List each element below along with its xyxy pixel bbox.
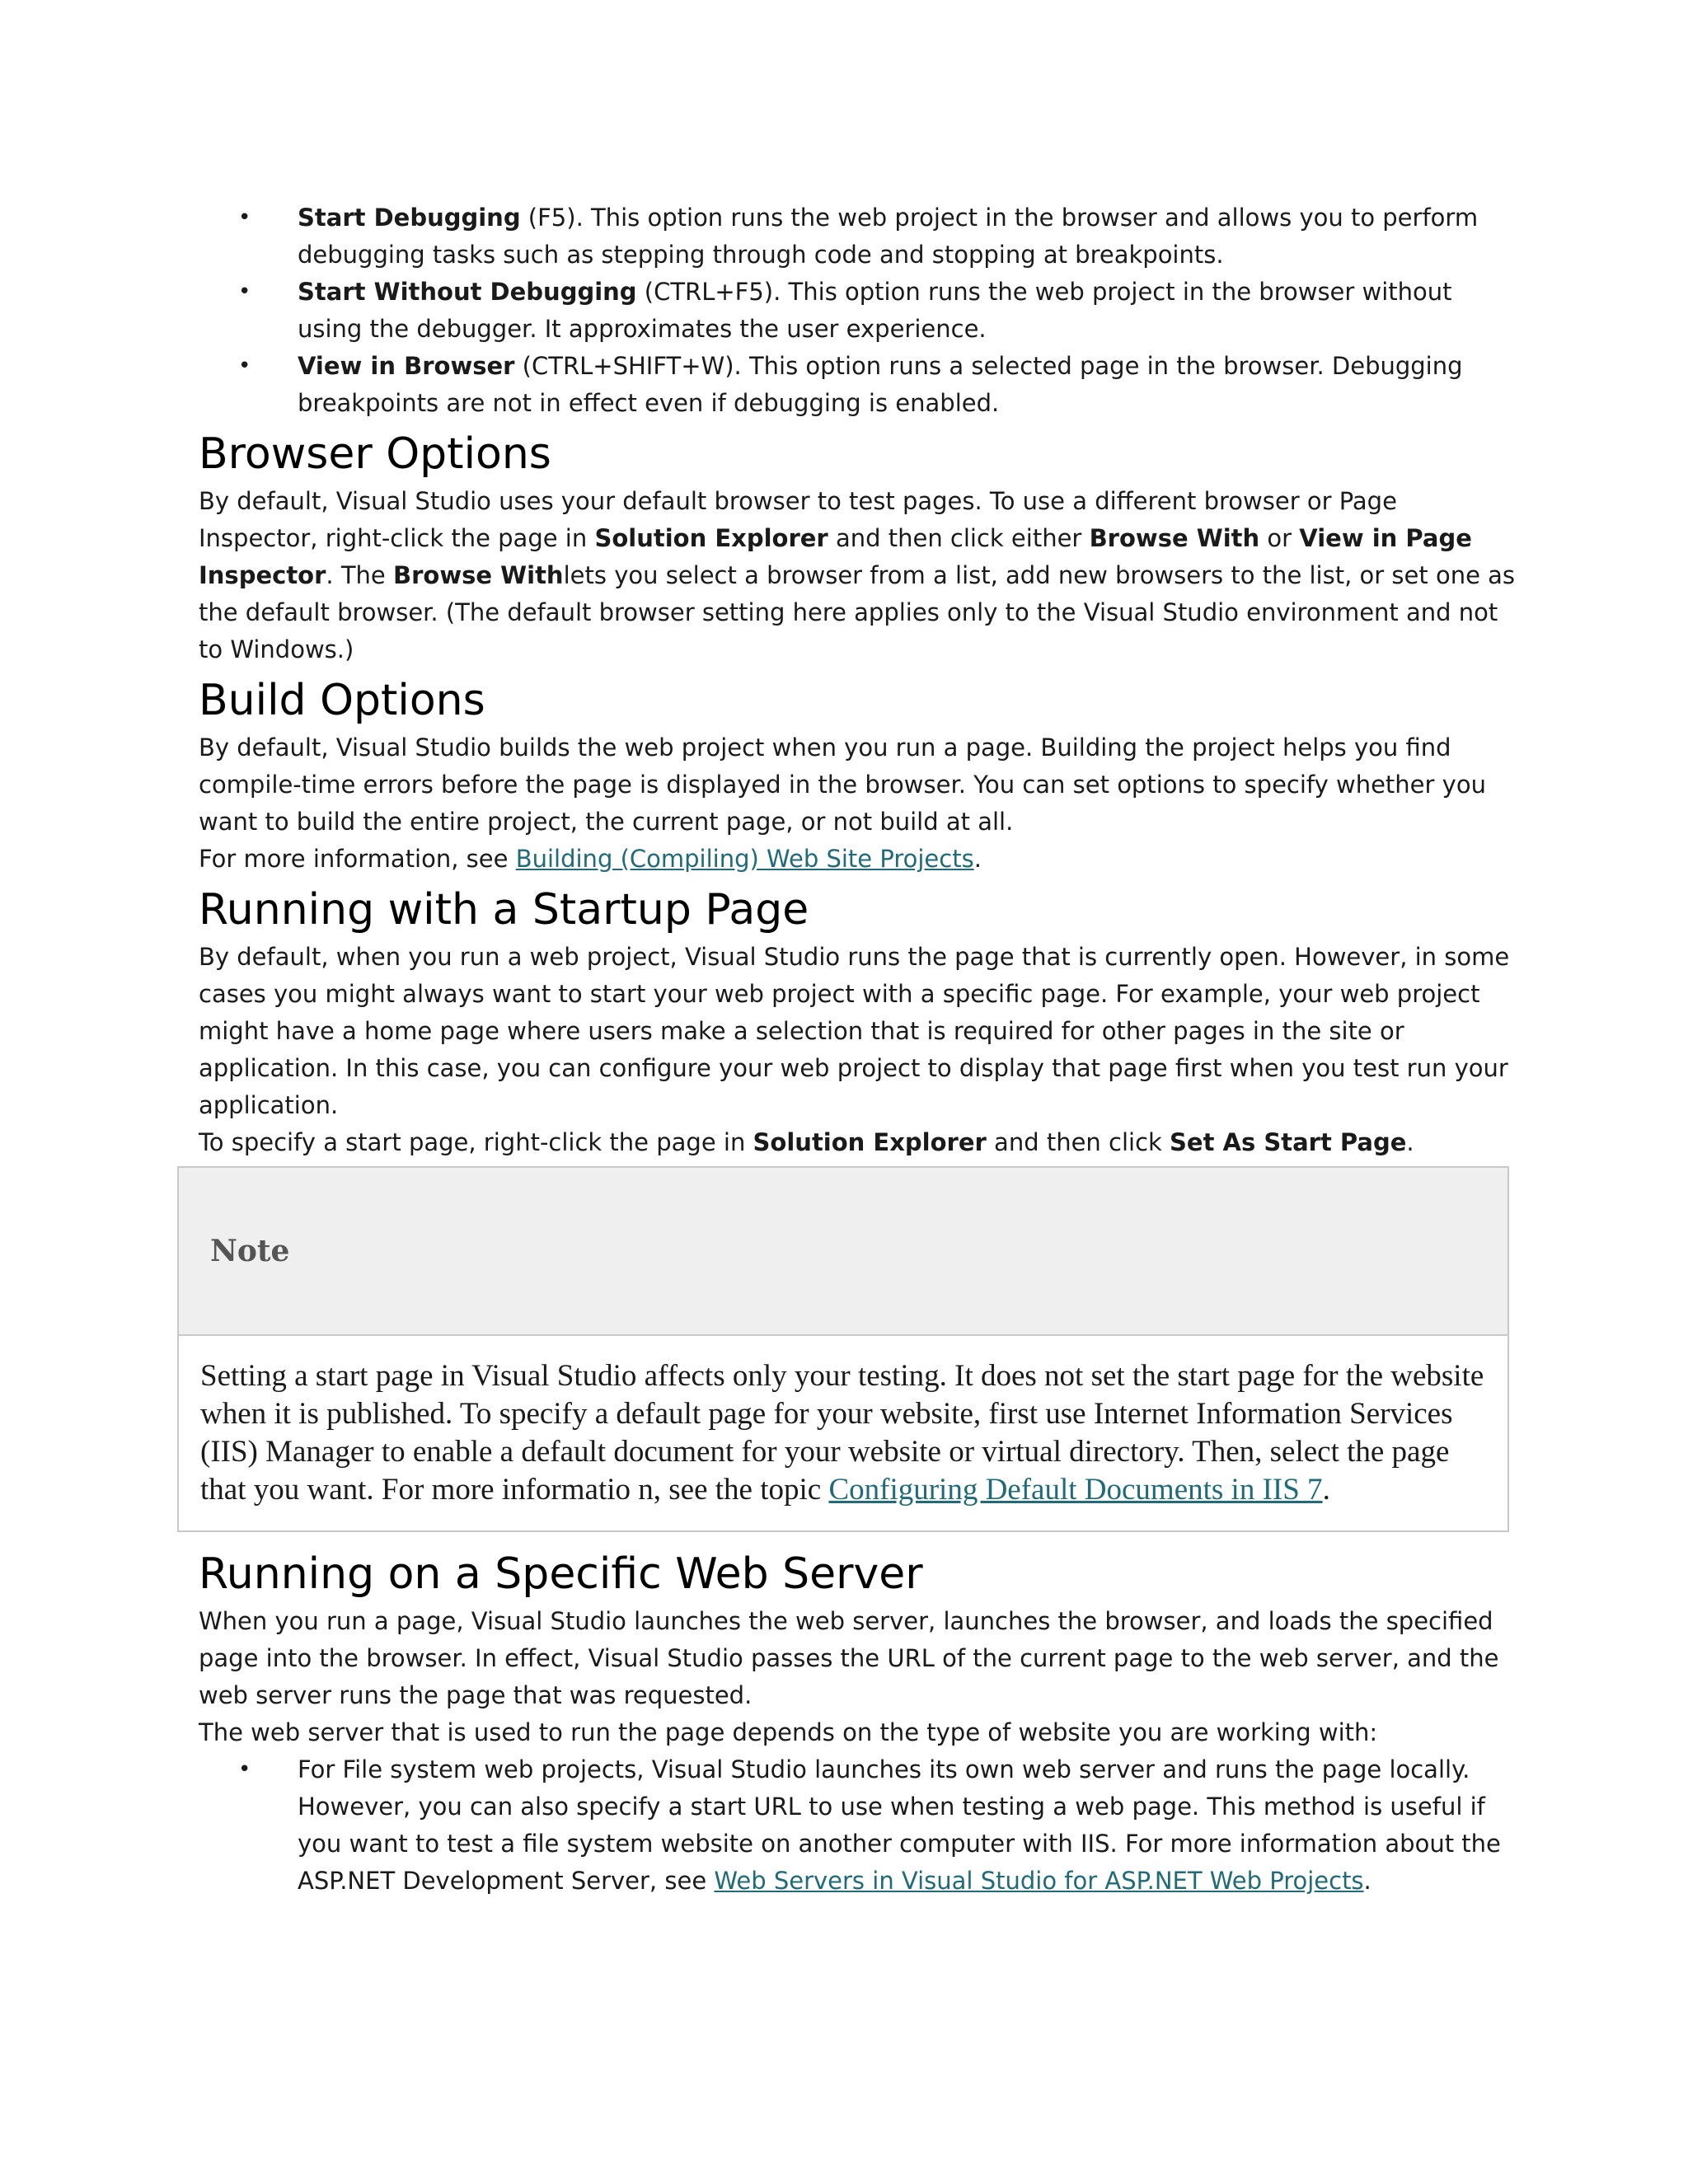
note-title: Note — [179, 1168, 1507, 1336]
text-run: . — [1406, 1128, 1414, 1156]
heading-build-options: Build Options — [199, 676, 485, 725]
debug-options-list — [199, 199, 1517, 422]
list-item-view-in-browser — [238, 348, 1517, 422]
paragraph-startup-page: By default, when you run a web project, Visual Studio runs the page that is currently open. However, in some cases you might always want to start your web project with a specific page. For example, your web project might have a home page where users make a selection that is required for other pages in the site or application. In this case, you can configure your web project to display that page first when you test run your application. — [199, 943, 1510, 1119]
bullet-icon: • — [238, 1757, 251, 1782]
link-building-web-site-projects[interactable]: Building (Compiling) Web Site Projects — [515, 845, 974, 873]
bold-browse-with: Browse With — [393, 561, 564, 589]
term-start-without-debugging: Start Without Debugging — [298, 278, 637, 306]
text-run: . The — [326, 561, 393, 589]
text-run: For File system web projects, Visual Studio launches its own web server and runs the page locally. However, you can also specify a start URL to use when testing a web page. This method is useful if you want to test a file system website on another computer with IIS. For more information about the ASP.NET Development Server, see — [298, 1755, 1501, 1895]
heading-startup-page: Running with a Startup Page — [199, 885, 809, 935]
paragraph-specify-start-page — [199, 1124, 1517, 1161]
paragraph-web-server-1: When you run a page, Visual Studio launches the web server, launches the browser, and loads the specified page into the browser. In effect, Visual Studio passes the URL of the current page to the web server, and the web server runs the page that was requested. — [199, 1607, 1499, 1709]
link-web-servers-in-visual-studio[interactable]: Web Servers in Visual Studio for ASP.NET Web Projects — [714, 1867, 1364, 1895]
desc-start-debugging: (F5). This option runs the web project in the browser and allows you to perform debugging tasks such as stepping through code and stopping at breakpoints. — [298, 204, 1479, 269]
term-view-in-browser: View in Browser — [298, 352, 515, 380]
text-run: and then click either — [828, 524, 1090, 552]
text-run: . — [1322, 1473, 1330, 1507]
paragraph-browser-options — [199, 483, 1517, 668]
bold-solution-explorer: Solution Explorer — [594, 524, 828, 552]
note-box — [177, 1166, 1509, 1532]
bold-browse-with: Browse With — [1089, 524, 1260, 552]
text-run: lets you select a browser from a list, add new browsers to the list, or set one as the default browser. (The default browser setting here applies only to the Visual Studio environment and not to Windows.) — [199, 561, 1516, 663]
bullet-icon: • — [238, 205, 251, 230]
text-run: or — [1259, 524, 1300, 552]
bold-set-as-start-page: Set As Start Page — [1170, 1128, 1407, 1156]
web-server-list — [199, 1751, 1517, 1900]
paragraph-build-more-info — [199, 841, 1517, 878]
term-start-debugging: Start Debugging — [298, 204, 521, 232]
text-run: . — [973, 845, 982, 873]
paragraph-build-options: By default, Visual Studio builds the web project when you run a page. Building the project helps you find compile-time errors before the page is displayed in the browser. You can set options to specify whether you want to build the entire project, the current page, or not build at all. — [199, 733, 1486, 836]
bullet-icon: • — [238, 279, 251, 304]
desc-start-without-debugging: (CTRL+F5). This option runs the web project in the browser without using the debugger. It approximates the user experience. — [298, 278, 1452, 343]
link-configuring-default-documents[interactable]: Configuring Default Documents in IIS 7 — [828, 1473, 1323, 1507]
document-page — [199, 199, 1517, 1900]
note-text: Setting a start page in Visual Studio affects only your testing. It does not set the start page for the website when it is published. To specify a default page for your website, first use Internet Information Services (IIS) Manager to enable a default document for your website or virtual directory. Then, select the page that you want. For more informatio n, see the topic — [200, 1359, 1484, 1507]
heading-browser-options: Browser Options — [199, 429, 551, 479]
text-run: . — [1363, 1867, 1372, 1895]
list-item-start-debugging — [238, 199, 1517, 274]
text-run: By default, Visual Studio uses your default browser to test pages. To use a different browser or Page Inspector, right-click the page in — [199, 487, 1397, 552]
paragraph-web-server-2: The web server that is used to run the page depends on the type of website you are working with: — [199, 1718, 1378, 1746]
desc-view-in-browser: (CTRL+SHIFT+W). This option runs a selected page in the browser. Debugging breakpoints are not in effect even if debugging is enabled. — [298, 352, 1463, 417]
text-run: For more information, see — [199, 845, 516, 873]
bold-solution-explorer: Solution Explorer — [753, 1128, 987, 1156]
text-run: and then click — [986, 1128, 1170, 1156]
bullet-icon: • — [238, 354, 251, 378]
list-item-start-without-debugging — [238, 274, 1517, 348]
heading-specific-web-server: Running on a Specific Web Server — [199, 1549, 923, 1599]
bold-view-in-page-inspector: View in Page Inspector — [199, 524, 1472, 589]
text-run: To specify a start page, right-click the page in — [199, 1128, 753, 1156]
list-item-file-system-projects — [238, 1751, 1517, 1900]
note-body — [179, 1336, 1507, 1530]
